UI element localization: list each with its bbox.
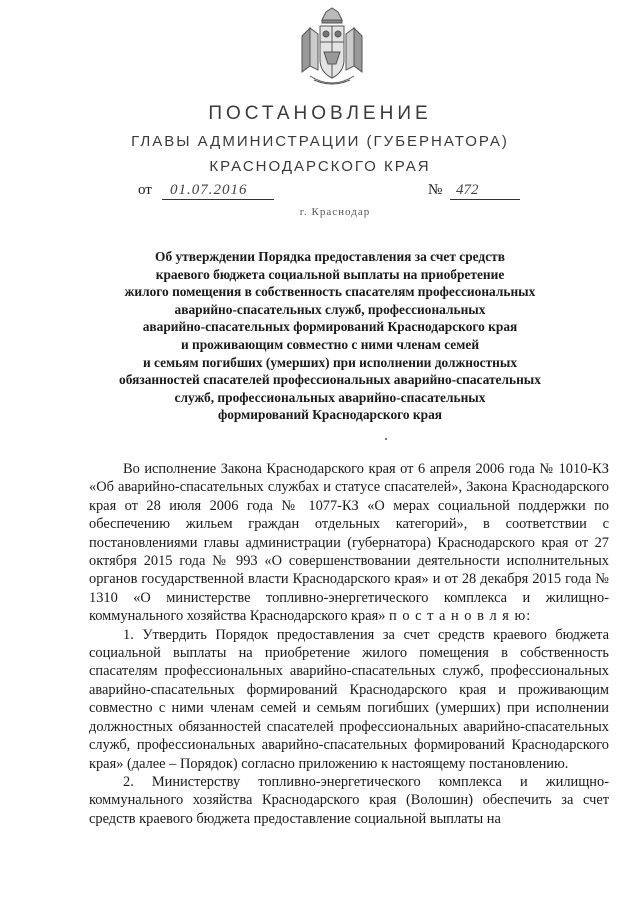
title-line: аварийно-спасательных служб, профессиональных	[174, 301, 486, 317]
document-type-heading: ПОСТАНОВЛЕНИЕ	[208, 103, 432, 124]
issuer-heading: ГЛАВЫ АДМИНИСТРАЦИИ (ГУБЕРНАТОРА)	[131, 133, 509, 150]
document-date: 01.07.2016	[162, 182, 274, 200]
clause-1-paragraph: 1. Утвердить Порядок предоставления за счет средств краевого бюджета социальной выплаты на приобретение жилого помещения в собственность спасателям профессиональных аварийно-спасательных служб, профессиональных аварийно-спасательных формирований Краснодарского края и проживающим совместно с ними членам семей и семьям погибших (умерших) при исполнении должностных обязанностей спасателей профессиональных аварийно-спасательных служб, профессиональных аварийно-спасательных формирований Краснодарского края» (далее – Порядок) согласно приложению к настоящему постановлению.	[89, 626, 609, 772]
title-line: формирований Краснодарского края	[217, 407, 443, 423]
document-title	[90, 248, 570, 424]
coat-of-arms-emblem	[296, 6, 368, 90]
title-line: и семьям погибших (умерших) при исполнении должностных	[142, 354, 518, 370]
number-label: №	[428, 182, 443, 198]
title-line: аварийно-спасательных формирований Краснодарского края	[142, 319, 518, 335]
title-line: обязанностей спасателей профессиональных аварийно-спасательных	[119, 372, 541, 388]
title-line: краевого бюджета социальной выплаты на приобретение	[155, 266, 505, 282]
title-line: служб, профессиональных аварийно-спасательных	[174, 389, 486, 405]
date-label: от	[138, 182, 152, 198]
resolve-phrase: п о с т а н о в л я ю:	[389, 608, 532, 625]
region-heading: КРАСНОДАРСКОГО КРАЯ	[209, 158, 431, 175]
city-label: г. Краснодар	[299, 206, 371, 218]
title-line: жилого помещения в собственность спасателям профессиональных	[124, 284, 536, 300]
title-line: Об утверждении Порядка предоставления за счет средств	[155, 249, 505, 264]
preamble-paragraph	[89, 460, 609, 626]
preamble-text: Во исполнение Закона Краснодарского края от 6 апреля 2006 года № 1010-КЗ «Об аварийно-спасательных службах и статусе спасателей», Закона Краснодарского края от 28 июля 2006 года № 1077-КЗ «О мерах социальной поддержки по обеспечению жильем граждан отдельных категорий», в соответствии с постановлениями главы администрации (губернатора) Краснодарского края от 27 октября 2015 года № 993 «О совершенствовании деятельности исполнительных органов государственной власти Краснодарского края» и от 28 декабря 2015 года № 1310 «О министерстве топливно-энергетического комплекса и жилищно-коммунального хозяйства Краснодарского края»	[89, 461, 609, 625]
document-body	[89, 460, 609, 828]
title-line: и проживающим совместно с ними членам семей	[180, 336, 480, 352]
document-number: 472	[450, 182, 520, 200]
scan-dot	[385, 438, 387, 440]
clause-2-paragraph: 2. Министерству топливно-энергетического комплекса и жилищно-коммунального хозяйства Краснодарского края (Волошин) обеспечить за счет средств краевого бюджета предоставление социальной выплаты на	[89, 773, 609, 827]
